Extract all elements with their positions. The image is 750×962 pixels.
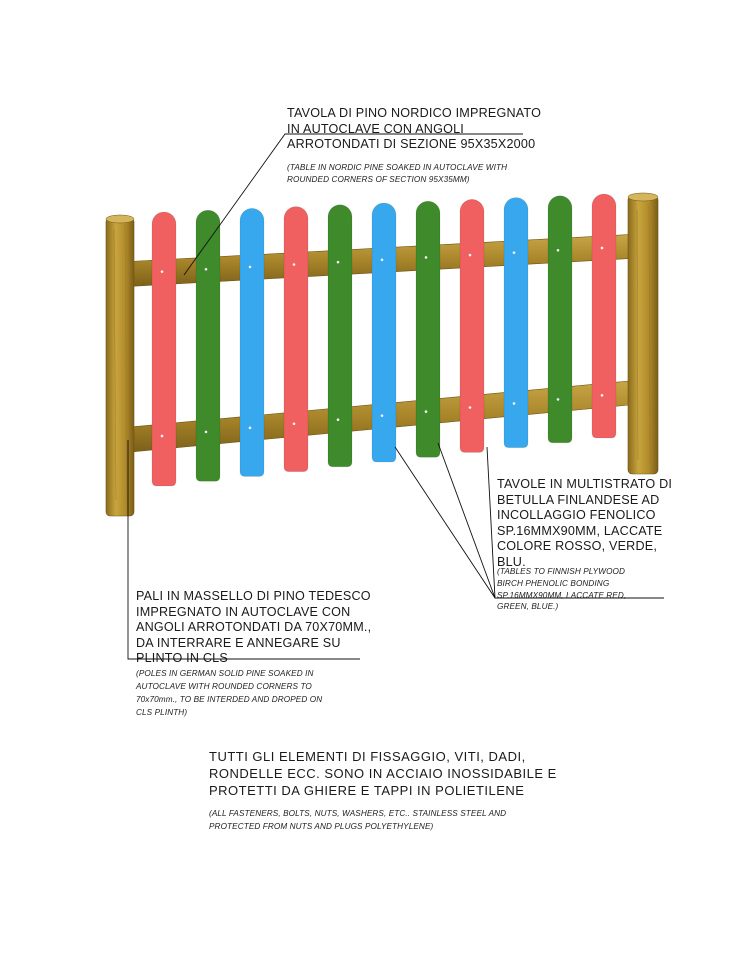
screw-bottom [601,394,604,397]
right-annotation-en: (TABLES TO FINNISH PLYWOOD BIRCH PHENOLIC BONDING SP.16MMX90MM, LACCATE RED, GREEN, BLUE.) [497,567,627,612]
bottom-annotation-it: TUTTI GLI ELEMENTI DI FISSAGGIO, VITI, DADI, RONDELLE ECC. SONO IN ACCIAIO INOSSIDABILE E PROTETTI DA GHIERE E TAPPI IN POLIETILENE [209,749,557,798]
plank-green [328,205,352,467]
screw-bottom [293,422,296,425]
left-annotation-en: (POLES IN GERMAN SOLID PINE SOAKED IN AUTOCLAVE WITH ROUNDED CORNERS TO 70x70mm., TO BE INTERDED AND DROPED ON CLS PLINTH) [136,669,323,717]
screw-top [513,251,516,254]
screw-bottom [337,418,340,421]
plank-blue [504,198,528,448]
plank-green [196,210,220,481]
screw-top [249,266,252,269]
screw-top [557,249,560,252]
plank-green [548,196,572,443]
screw-bottom [469,406,472,409]
screw-bottom [425,410,428,413]
screw-top [337,261,340,264]
screw-bottom [381,414,384,417]
top-annotation-it: TAVOLA DI PINO NORDICO IMPREGNATO IN AUTOCLAVE CON ANGOLI ARROTONDATI DI SEZIONE 95X35X2000 [287,106,542,151]
screw-top [205,268,208,271]
screw-top [425,256,428,259]
screw-bottom [161,435,164,438]
screw-bottom [249,427,252,430]
right-annotation-it: TAVOLE IN MULTISTRATO DI BETULLA FINLANDESE AD INCOLLAGGIO FENOLICO SP.16MMX90MM, LACCATE COLORE ROSSO, VERDE, BLU. [497,477,673,569]
plank-red [152,212,176,486]
bottom-annotation-en: (ALL FASTENERS, BOLTS, NUTS, WASHERS, ETC.. STAINLESS STEEL AND PROTECTED FROM NUTS AND PLUGS POLYETHYLENE) [209,809,507,831]
screw-top [161,270,164,273]
leader-right-3 [487,447,495,598]
screw-bottom [205,431,208,434]
screw-top [601,247,604,250]
left-annotation-it: PALI IN MASSELLO DI PINO TEDESCO IMPREGNATO IN AUTOCLAVE CON ANGOLI ARROTONDATI DA 70X70MM., DA INTERRARE E ANNEGARE SU PLINTO IN CLS [136,589,372,665]
plank-red [592,194,616,438]
screw-bottom [557,398,560,401]
screw-top [469,254,472,257]
plank-blue [372,203,396,462]
screw-top [293,263,296,266]
plank-green [416,201,440,457]
left-post [106,215,134,516]
plank-red [284,207,308,472]
top-annotation-en: (TABLE IN NORDIC PINE SOAKED IN AUTOCLAVE WITH ROUNDED CORNERS OF SECTION 95X35MM) [287,163,508,184]
screw-bottom [513,402,516,405]
plank-red [460,199,484,452]
right-post [628,193,658,474]
plank-blue [240,208,264,476]
screw-top [381,258,384,261]
leader-right-2 [438,443,495,598]
